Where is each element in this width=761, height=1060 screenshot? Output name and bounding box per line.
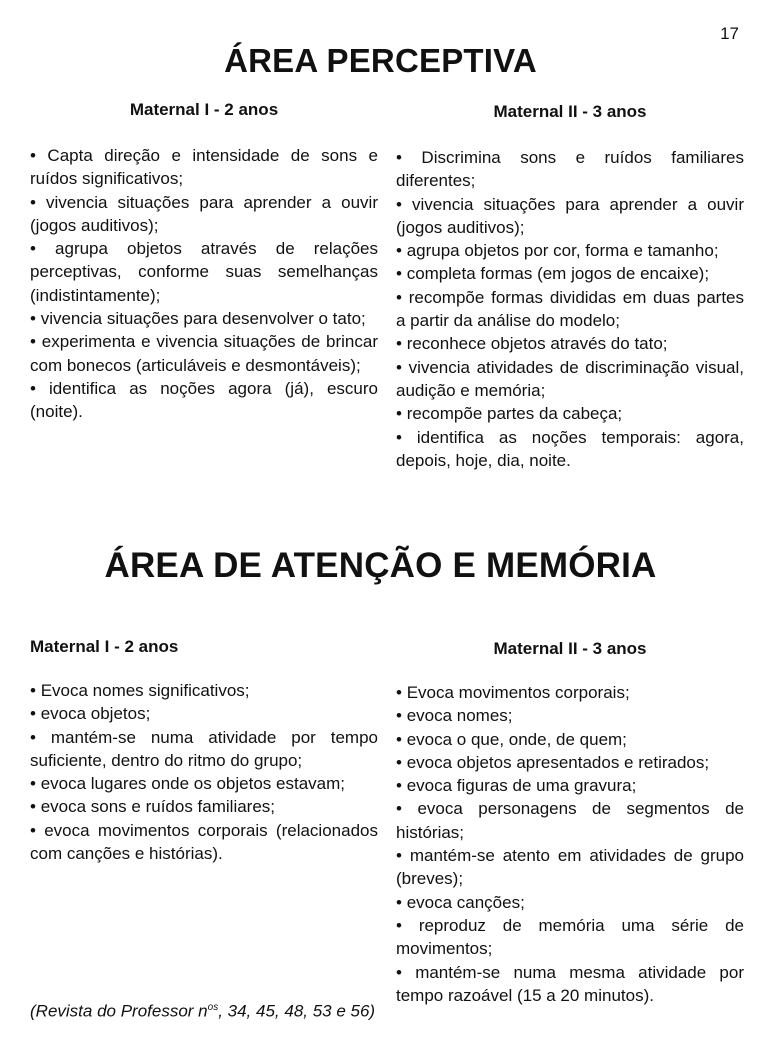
- list-item: • vivencia situações para desenvolver o tato;: [30, 307, 378, 330]
- list-item: • vivencia situações para aprender a ouvir (jogos auditivos);: [30, 191, 378, 238]
- list-item: • evoca nomes;: [396, 704, 744, 727]
- column-heading: Maternal I - 2 anos: [30, 637, 179, 656]
- list-item: • completa formas (em jogos de encaixe);: [396, 262, 744, 285]
- column-atencao-maternal-2: [396, 639, 744, 1007]
- list-item: • Evoca nomes significativos;: [30, 679, 378, 702]
- source-citation: [30, 996, 378, 1024]
- column-perceptiva-maternal-2: [396, 102, 744, 472]
- column-heading: Maternal II - 3 anos: [493, 102, 647, 121]
- list-item: • recompõe partes da cabeça;: [396, 402, 744, 425]
- list-item: • mantém-se atento em atividades de grupo (breves);: [396, 844, 744, 891]
- list-item: • vivencia situações para aprender a ouvir (jogos auditivos);: [396, 193, 744, 240]
- column-atencao-maternal-1: [30, 637, 378, 865]
- list-item: • Evoca movimentos corporais;: [396, 681, 744, 704]
- list-item: • evoca sons e ruídos familiares;: [30, 795, 378, 818]
- page-number: 17: [720, 24, 739, 43]
- list-item: • mantém-se numa mesma atividade por tempo razoável (15 a 20 minutos).: [396, 961, 744, 1008]
- item-list: [396, 146, 744, 472]
- list-item: • evoca canções;: [396, 891, 744, 914]
- list-item: • evoca lugares onde os objetos estavam;: [30, 772, 378, 795]
- list-item: • evoca objetos;: [30, 702, 378, 725]
- column-heading: Maternal II - 3 anos: [493, 639, 647, 658]
- list-item: • agrupa objetos por cor, forma e tamanho;: [396, 239, 744, 262]
- section-title-perceptiva: ÁREA PERCEPTIVA: [224, 42, 537, 79]
- list-item: • reconhece objetos através do tato;: [396, 332, 744, 355]
- list-item: • recompõe formas divididas em duas partes a partir da análise do modelo;: [396, 286, 744, 333]
- list-item: • evoca personagens de segmentos de histórias;: [396, 797, 744, 844]
- section-title-atencao-memoria: ÁREA DE ATENÇÃO E MEMÓRIA: [104, 546, 657, 585]
- list-item: • evoca figuras de uma gravura;: [396, 774, 744, 797]
- item-list: [30, 144, 378, 424]
- list-item: • evoca movimentos corporais (relacionados com canções e histórias).: [30, 819, 378, 866]
- item-list: [396, 681, 744, 1007]
- source-superscript: os: [207, 1002, 219, 1013]
- list-item: • Discrimina sons e ruídos familiares diferentes;: [396, 146, 744, 193]
- list-item: • evoca o que, onde, de quem;: [396, 728, 744, 751]
- list-item: • Capta direção e intensidade de sons e ruídos significativos;: [30, 144, 378, 191]
- source-prefix: (Revista do Professor n: [30, 1001, 208, 1021]
- column-perceptiva-maternal-1: [30, 100, 378, 424]
- item-list: [30, 679, 378, 865]
- list-item: • mantém-se numa atividade por tempo suficiente, dentro do ritmo do grupo;: [30, 726, 378, 773]
- list-item: • agrupa objetos através de relações perceptivas, conforme suas semelhanças (indistintamente);: [30, 237, 378, 307]
- column-heading: Maternal I - 2 anos: [129, 100, 279, 119]
- list-item: • experimenta e vivencia situações de brincar com bonecos (articuláveis e desmontáveis);: [30, 330, 378, 377]
- list-item: • evoca objetos apresentados e retirados;: [396, 751, 744, 774]
- list-item: • vivencia atividades de discriminação visual, audição e memória;: [396, 356, 744, 403]
- list-item: • reproduz de memória uma série de movimentos;: [396, 914, 744, 961]
- source-suffix: , 34, 45, 48, 53 e 56): [218, 1001, 376, 1021]
- list-item: • identifica as noções temporais: agora, depois, hoje, dia, noite.: [396, 426, 744, 473]
- list-item: • identifica as noções agora (já), escuro (noite).: [30, 377, 378, 424]
